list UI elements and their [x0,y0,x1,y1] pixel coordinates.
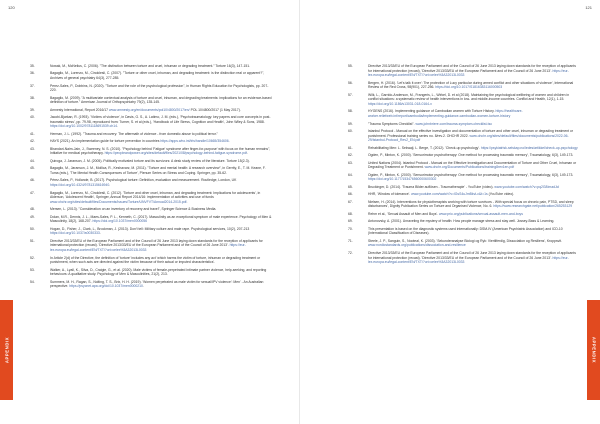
reference-number: 54. [30,279,35,284]
reference-item [30,84,274,93]
right-page [300,0,600,424]
reference-number: 64. [348,172,353,177]
reference-number: 37. [30,83,35,88]
reference-citation: Bagaglio, M., Jaranson, J. M., Mollica, R., Keshavarz, M. (2011). "Torture and mental health: A research overview", in Gerrity, E., T. M. Keane, F. Tuma (eds.), 'The Mental Health Consequences of Torture', Plenum Series on Stress and Coping. Springer, pp. 35-62. [50,166,266,175]
reference-number: 51. [30,238,35,243]
reference-item [30,71,274,80]
reference-item [348,239,580,248]
reference-item [30,268,274,277]
reference-item [30,159,274,164]
reference-text [50,227,274,236]
reference-number: 65. [348,184,353,189]
reference-number: 47. [30,190,35,195]
reference-text [50,139,274,144]
reference-citation: Jacobi-Bjarkan, R. (1993). 'Victims of violence', in Davis, G. S., A. Latimo, J. M. (eds.), 'Psychotraumatology: key papers and core concepts in post-traumatic stress', pp. 79-98, reproduced from: Turner, S. et al (eds.), 'Handbook of Life Stress, Cognition and Health', John Wiley & Sons, 1988. [50,115,271,124]
reference-suffix: POL 10/4800/2017 (1 May 2017). [189,107,241,112]
reference-citation: Mersen, L. (2013). "Consideration on an inventory of recovery and travel", Springer Science & Business Media. [50,207,217,212]
reference-link[interactable]: https://eur-lex.europa.eu/legal-content/EN/TXT/?uri=celex%3A32013L0033 [368,255,569,265]
page-number: 120 [8,5,15,10]
reference-text [50,166,274,175]
reference-suffix: . [228,139,230,144]
reference-text [368,212,580,217]
reference-number: 61. [348,145,353,150]
reference-text [368,239,580,248]
reference-link[interactable]: https://healthcare-worker.reliefweb.int/report/cambodia/implementing-guidance-cambodian-women-torture-history [368,109,523,119]
reference-number: 59. [348,121,353,126]
reference-citation: HHR, 'Window of tolerance'. [368,192,411,197]
reference-number: 41. [30,131,35,136]
reference-citation: Steele, J. P., Sanguin, S., Nooteal, K. (2003). 'Sekunderanalyse Biologi og Ryk: Viertilferdig, Dissociation og Resiliens', Kroppsvit. [368,238,562,243]
reference-suffix: . [117,124,118,129]
page-number: 121 [585,5,592,10]
reference-citation: Quiroga, J. Jaranson, J. M. (2005). Politically motivated torture and its survivors: A desk study review of the literature. Torture 15(2-3). [50,158,250,163]
reference-citation: Rehabilitating Men: L. Sekwaji, L. Berge, T. (2012). 'Check-up psychology'. [368,145,480,150]
reference-text [368,146,580,151]
reference-citation: In Article 2(d) of the Directive, the definition of 'torture' includes any act 'which harms the victim of torture, inhuman or degrading treatment or punishment, when such acts are directed against the victim because of their actual or imputed characteristics'. [50,255,261,265]
reference-text [368,200,580,209]
reference-suffix: . [186,199,188,204]
reference-number: 72. [348,250,353,255]
reference-item [30,139,274,144]
reference-item [348,212,580,217]
reference-suffix: . [246,151,248,156]
reference-citation: Summers, M. H., Ragan, S., Nolting, T. S., Brix, H. H. (2019). 'Women perpetrated as male victim for sexual/IPV violence': Men' - An Australian perspective. [50,279,264,289]
reference-text [50,239,274,253]
reference-item [348,129,580,143]
reference-citation: Istanbul Protocol - Manual on the effective investigation and documentation of torture and other cruel, inhuman or degrading treatment or punishment. Professional training series no. 8/rev.2. OHCHR 2022. [368,128,574,138]
reference-citation: Pérez-Sales, P., Hollande, B. (2017). Psychological torture: Definition, evaluation and measurement. Routledge, London, UK [50,178,237,183]
appendix-tab [587,300,600,400]
reference-item [30,115,274,129]
reference-link[interactable]: www.youtube.com/watch?v=pq2G8ImadJcI [494,184,560,189]
reference-link[interactable]: https://doi.org/10.1017/S1816383116000503 [435,85,503,90]
reference-text [50,64,274,69]
reference-item [30,64,274,69]
reference-citation: Wilk, L., Garrido-Anderson, M., Frangeris, L., Wirkel, D. et al (2018). Maintaining the psychological wellbeing of women and children in conflict situations: a systematic review of health interventions in low- and middle-income countries. Conflict and Health, 12(1), 1-15. [368,92,570,102]
reference-item [348,173,580,182]
reference-item [30,215,274,224]
reference-item [348,93,580,107]
reference-number: 46. [30,178,35,183]
reference-number: 52. [30,255,35,260]
reference-item [348,185,580,190]
reference-item [348,192,580,197]
reference-number: 50. [30,226,35,231]
reference-number: 67. [348,199,353,204]
reference-link[interactable]: https://doi.org/10.4324/9781315616940 [50,183,110,188]
reference-item [348,200,580,209]
reference-list [30,64,274,292]
reference-item [30,178,274,187]
reference-citation: Perez-Sales, P., Dobbins, N. (2020). "Torture and the role of the psychological profession", in Human Rights Education for Psychologists, pp. 207-220. [50,83,269,93]
reference-number: 45. [30,166,35,171]
reference-number: 53. [30,267,35,272]
reference-suffix: (YouTube video). [487,192,515,197]
reference-citation: Walker, A., Lyall, K., Silva, D., Craigie, G., et al. (2020). Male victims of female-perpetrated intimate partner violence, help-seeking, and reporting behaviours: A qualitative study. Psychology of Men & Masculinities, 21(2), 213. [50,267,267,277]
reference-item [30,132,274,137]
reference-number: 57. [348,92,353,97]
reference-citation: Directive 2013/33/EU of the European Parliament and of the Council of 26 June 2013 laying down standards for the reception of applicants for international protection (recast). 'Directive 2013/33/EU of the European Parliament and of the Council of 26 June 2013'. [368,250,576,260]
appendix-tab [0,300,13,400]
reference-number: 42. [30,139,35,144]
reference-text [50,280,274,289]
reference-number: 63. [348,160,353,165]
reference-text [50,268,274,277]
reference-text [368,192,580,197]
reference-number: 58. [348,109,353,114]
reference-text [50,96,274,105]
reference-item [30,147,274,156]
reference-link[interactable]: https://doi.org/10.1186/s13031-018-0164-x [368,101,432,106]
reference-item [348,153,580,158]
reference-item [30,96,274,105]
reference-link[interactable]: https://www.researchgate.net/publication/265253129 [493,204,573,209]
reference-citation: Rehm et al., 'Sexual Assault of Men and Boys'. [368,211,439,216]
reference-number: 39. [30,107,35,112]
reference-link[interactable]: https://peopleandpower.org/sites/default/files/2021/08/psychology-behind-fatigue-syndrome.pdf [104,151,247,156]
reference-text [368,185,580,190]
reference-text [50,215,274,224]
reference-item [348,227,580,236]
reference-item [30,166,274,175]
reference-number: 43. [30,146,35,151]
reference-link[interactable]: www.youtube.com/watch?v=lGsS4uJmBkvLc&t=1s [411,192,488,197]
reference-link[interactable]: https://psykiatrisk-selskap.no/ledes/artikkel/check-up-psychology [480,145,578,150]
reference-text [50,84,274,93]
reference-link[interactable]: https://doi.org/10.1037/a0030333 [50,231,100,236]
appendix-tab-label: APPENDIX [591,336,596,364]
reference-citation: Directive 2013/33/EU of the European Parliament and of the Council of 26 June 2013 laying down standards for the reception of applicants for international protection (recast), 'Directive 2013/33/EU of the European Parliament and of the Council of 26 June 2013'. [368,64,576,73]
reference-citation: Amnesty International, Report 2016/17 [50,107,109,112]
reference-number: 40. [30,115,35,120]
reference-item [30,239,274,253]
reference-number: 55. [348,64,353,68]
reference-text [368,153,580,158]
reference-citation: Nowak, M., McNeilus, C. (2006). "The distinction between torture and cruel, inhuman or degrading treatment." Torture 16(3), 147-151. [50,64,251,68]
reference-suffix: . [142,284,144,289]
reference-citation: Herman, J. L. (1992). "Trauma and recovery: The aftermath of violence - from domestic abuse to political terror." [50,131,218,136]
reference-link[interactable]: www.nordicstandards.org/publications/dissociation-and-resilience [368,243,466,248]
reference-number: 68. [348,211,353,216]
reference-number: 56. [348,80,353,85]
reference-text [50,108,274,113]
reference-link[interactable]: www.ohchr.org/sites/default/files/documents/publications/2022-06-29/Istanbul-Protocol_Rev2_EN.pdf [368,133,569,143]
reference-citation: Bergen, H. (2016). 'Let's talk it over': The protection of Lucy particular during armed conflict and other situations of violence', International Review of the Red Cross, 98(901), 227-256. [368,80,574,90]
reference-text [368,251,580,265]
reference-number: 49. [30,214,35,219]
reference-citation: Directive 2013/33/EU of the European Parliament and of the Council of 26 June 2013 laying down standards for the reception of applicants for international protection (recast). 'Directive 2013/33/EU of the European Parliament and of the Council of 26 June 2013'. [50,238,263,248]
appendix-tab-label: APPENDIX [4,336,9,364]
reference-text [368,173,580,182]
reference-text [368,93,580,107]
reference-text [368,122,580,127]
reference-link[interactable]: https://doi.org/10.1037/men0000056 [92,219,148,224]
reference-text [50,191,274,205]
reference-number: 62. [348,153,353,158]
reference-text [50,178,274,187]
reference-citation: HAYS (2021). An implementation guide for torture prevention in countries [50,139,160,144]
reference-text [368,219,580,224]
reference-number: 70. [348,226,353,231]
reference-text [368,64,580,78]
reference-citation: Ogden, P., Minton, K. (2000). 'Sensorimotor psychotherapy: One method for processing traumatic memory', Traumatology, 6(3), 149-173. [368,153,574,158]
reference-text [368,109,580,118]
reference-suffix: . [99,231,101,236]
reference-item [348,146,580,151]
reference-suffix: . [109,183,111,188]
reference-item [30,108,274,113]
reference-citation: Nielsen, H. (2014). Interventions for physiotherapists working with torture survivors - With special focus on chronic pain, PTSD, and sleep disturbances', Dignity Publication Series on Torture and Organised Violence, No. 6. [368,199,574,209]
reference-item [348,251,580,265]
reference-item [30,280,274,289]
reference-text [50,115,274,129]
reference-link[interactable]: www.ohchr.org/Documents/Publications/training8rev1en.pdf [424,165,515,170]
reference-number: 36. [30,71,35,76]
reference-item [348,161,580,170]
reference-number: 44. [30,158,35,163]
reference-citation: This presentation is based on the diagnostic systems used internationally: DSM-IV (American Psychiatric Association) and ICD-10 (International Classification of Diseases). [368,226,563,236]
reference-citation: Antonovsky, A. (2001). Unraveling the mystery of health: How people manage stress and stay well. Jossey-Bass & Learning. [368,219,555,224]
reference-item [30,227,274,236]
reference-text [50,207,274,212]
reference-link[interactable]: https://doi.org/10.1177/153476560000600302 [368,177,437,182]
reference-number: 60. [348,128,353,133]
reference-item [30,191,274,205]
reference-citation: Dolan, M.R., Dennis, J. L., Maes-Sales, P. L., Kenneth, C. (2017). Masculinity as an exceptional symptom of male experience. Psychology of Men & Masculinity, 18(2), 168-207. [50,214,272,224]
reference-link[interactable]: www.amnesty.org/en/documents/pol10/4800/2017/en/ [109,107,190,112]
reference-item [348,81,580,90]
reference-link[interactable]: https://doi.org/10.1002/9781118691539.ch14 [50,124,117,129]
reference-link[interactable]: www.johnbriere.com/trauma-symptom-checklist-tsc [415,121,493,126]
reference-citation: Bhandari-Naim-Jain, J., Sweeney, N. S. (2010). "Psychology behind 'Fatigue' syndrome after finger-for-purpose' with focus on the human remains", Initiative for medical psychotherapy. [50,146,271,156]
reference-item [348,122,580,127]
reference-citation: Ogden, P., Minton, K. (2000). 'Sensorimotor psychotherapy: One method for processing traumatic memory', Traumatology, 6(3), 149-173. [368,172,574,177]
reference-number: 66. [348,192,353,197]
reference-citation: Bagaglio, M. (2009). "A multivariate contextual analysis of torture and cruel, inhuman, and degrading treatments: implications for an evidence-based definition of torture." American Journal of Orthopsychiatry 79(2), 135-145. [50,95,272,105]
reference-link[interactable]: https://eur-lex.europa.eu/legal-content/EN/TXT/?uri=celex%3A32013L0033 [368,68,569,78]
reference-text [368,81,580,90]
reference-number: 38. [30,95,35,100]
reference-number: 71. [348,238,353,243]
reference-link[interactable]: www.prio.org/publications/sexual-assault-men-and-boys [439,211,523,216]
reference-citation: "Trauma Symptoms Checklist". [368,121,415,126]
reference-list [348,64,580,268]
reference-citation: United Nations (2004). Istanbul Protocol - Manual on the Effective Investigation and Documentation of Torture and Other Cruel, Inhuman or Degrading Treatment or Punishment. [368,160,577,170]
reference-text [50,159,274,164]
reference-item [30,256,274,265]
reference-text [368,129,580,143]
reference-citation: HYGENS (2016). Implementing guidance of Cambodian women with Torture History. [368,109,495,114]
reference-text [50,132,274,137]
reference-link[interactable]: https://eur-lex.europa.eu/legal-content/EN/TXT/?uri=celex%3A32013L0033 [50,243,246,253]
reference-number: 48. [30,207,35,212]
reference-text [50,147,274,156]
reference-number: 69. [348,219,353,224]
reference-link[interactable]: https://psycnet.apa.org/doi/10.1037/men0000210 [69,284,143,289]
reference-text [368,161,580,170]
reference-citation: Bagaglio, M., Lorenzo, M., Cinoklesli, C. (2012). 'Torture and other cruel, inhuman, and degrading treatment: Implications for adolescents', in Alderson, 'Adolescent Health', Springer, Annual Report 2014/16: implementation of activities and use of funds [50,190,261,200]
reference-number: 35. [30,64,35,68]
reference-citation: Bruckinger, D. (2014). 'Trauma Bilder auflösen - Traumatherapie' - YouTube (video). [368,184,494,189]
reference-citation: Hogan, D., Fisher, J., Clark, L., Brockman, J. (2013). Don't tell: Military culture and male rape. Psychological services, 10(2), 207-213 [50,226,250,231]
reference-link[interactable]: www.ohchr.org/sites/default/files/Documents/Issues/Torture/UNVFVT/Annual2014-2015.pdf [50,199,187,204]
reference-text [50,71,274,80]
reference-text [368,227,580,236]
reference-item [348,109,580,118]
reference-link[interactable]: https://apps.who.int/iris/handle/10665/354606 [160,139,229,144]
reference-item [348,219,580,224]
reference-item [30,207,274,212]
reference-item [348,64,580,78]
reference-text [50,256,274,265]
reference-citation: Bagaglio, M., Lorenzo, M., Cinoklesli, C. (2007). "Torture or other cruel, inhuman, and degrading treatment: is the distinction real or apparent?", Archives of general psychiatry 64(3), 277-285. [50,71,265,81]
